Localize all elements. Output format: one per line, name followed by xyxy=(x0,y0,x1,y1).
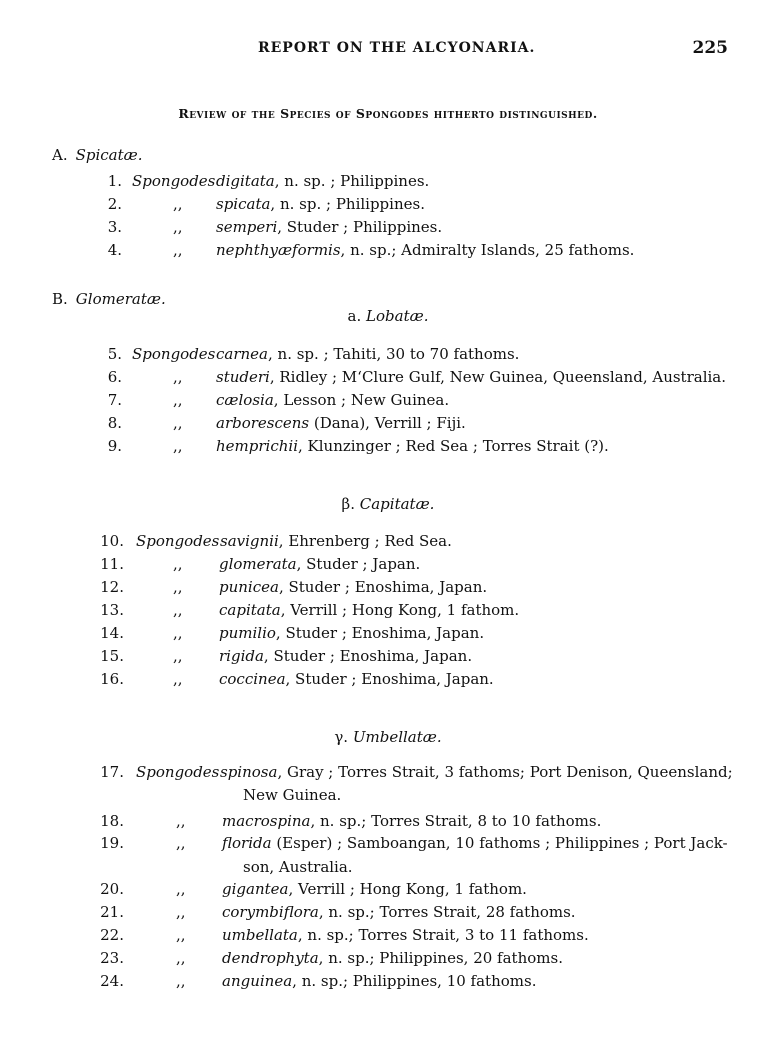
species-details: , Verrill ; Hong Kong, 1 fathom. xyxy=(280,601,520,619)
species-row xyxy=(0,172,776,194)
species-number: 12. xyxy=(100,578,124,596)
species-row xyxy=(0,903,776,925)
species-details-continuation: son, Australia. xyxy=(243,858,353,876)
species-row xyxy=(0,763,776,785)
species-epithet: florida xyxy=(222,834,272,852)
species-details: , Verrill ; Hong Kong, 1 fathom. xyxy=(288,880,527,898)
species-number: 23. xyxy=(100,949,124,967)
species-number: 19. xyxy=(100,834,124,852)
subgroup-greek: β. xyxy=(341,495,355,513)
species-epithet: dendrophyta xyxy=(222,949,319,967)
species-epithet: savignii xyxy=(220,532,279,550)
ditto-mark: ,, xyxy=(173,624,183,642)
species-entry xyxy=(219,601,519,619)
species-details: (Dana), Verrill ; Fiji. xyxy=(309,414,466,432)
ditto-mark: ,, xyxy=(173,647,183,665)
species-details-continuation: New Guinea. xyxy=(243,786,342,804)
species-entry xyxy=(216,391,449,409)
species-details: , n. sp. ; Philippines. xyxy=(270,195,425,213)
species-row xyxy=(0,218,776,240)
ditto-mark: ,, xyxy=(176,834,186,852)
species-row xyxy=(0,437,776,459)
species-row xyxy=(0,195,776,217)
species-entry xyxy=(216,241,634,259)
species-epithet: macrospina xyxy=(222,812,311,830)
species-row xyxy=(0,949,776,971)
species-number: 8. xyxy=(107,414,122,432)
ditto-mark: ,, xyxy=(173,555,183,573)
species-entry xyxy=(216,172,429,190)
species-row xyxy=(0,601,776,623)
species-details: , n. sp. ; Philippines. xyxy=(274,172,430,190)
species-row xyxy=(0,578,776,600)
species-epithet: gigantea xyxy=(222,880,289,898)
ditto-mark: ,, xyxy=(173,368,183,386)
ditto-mark: ,, xyxy=(173,601,183,619)
group-name: Glomeratæ. xyxy=(75,290,166,308)
ditto-mark: ,, xyxy=(173,241,183,259)
ditto-mark: ,, xyxy=(176,812,186,830)
species-details: , n. sp.; Philippines, 10 fathoms. xyxy=(292,972,537,990)
species-number: 21. xyxy=(100,903,124,921)
species-entry xyxy=(219,647,472,665)
ditto-mark: ,, xyxy=(173,391,183,409)
species-details: , n. sp.; Torres Strait, 8 to 10 fathoms. xyxy=(310,812,602,830)
species-number: 24. xyxy=(100,972,124,990)
species-epithet: pumilio xyxy=(219,624,276,642)
species-details: , Studer ; Japan. xyxy=(296,555,421,573)
species-number: 17. xyxy=(100,763,124,781)
ditto-mark: ,, xyxy=(176,972,186,990)
species-epithet: spinosa xyxy=(220,763,278,781)
species-row xyxy=(0,391,776,413)
group-heading-glomeratae xyxy=(52,290,166,308)
species-row xyxy=(0,647,776,669)
species-number: 20. xyxy=(100,880,124,898)
species-row xyxy=(0,972,776,994)
species-epithet: semperi xyxy=(216,218,278,236)
ditto-mark: ,, xyxy=(176,880,186,898)
species-details: , Studer ; Philippines. xyxy=(277,218,443,236)
species-number: 14. xyxy=(100,624,124,642)
subgroup-name: Umbellatæ. xyxy=(352,728,442,746)
species-epithet: anguinea xyxy=(222,972,293,990)
species-number: 6. xyxy=(107,368,122,386)
species-number: 16. xyxy=(100,670,124,688)
ditto-mark: ,, xyxy=(173,670,183,688)
ditto-mark: ,, xyxy=(173,218,183,236)
subgroup-greek: γ. xyxy=(334,728,349,746)
species-epithet: digitata xyxy=(216,172,275,190)
species-details: , Lesson ; New Guinea. xyxy=(273,391,450,409)
subgroup-name: Capitatæ. xyxy=(359,495,435,513)
species-details: , n. sp. ; Tahiti, 30 to 70 fathoms. xyxy=(268,345,520,363)
species-entry xyxy=(222,903,576,921)
species-details: , n. sp.; Torres Strait, 3 to 11 fathoms. xyxy=(297,926,589,944)
species-number: 18. xyxy=(100,812,124,830)
species-epithet: cælosia xyxy=(216,391,274,409)
species-details: , n. sp.; Admiralty Islands, 25 fathoms. xyxy=(340,241,635,259)
genus-name: Spongodes xyxy=(132,345,216,363)
subgroup-heading-capitatae xyxy=(0,495,776,513)
species-epithet: spicata xyxy=(216,195,271,213)
species-row xyxy=(0,414,776,436)
species-details: , Studer ; Enoshima, Japan. xyxy=(285,670,494,688)
subgroup-greek: a. xyxy=(347,307,362,325)
species-entry xyxy=(222,812,601,830)
species-entry xyxy=(216,195,425,213)
species-row xyxy=(0,880,776,902)
species-number: 22. xyxy=(100,926,124,944)
species-number: 5. xyxy=(107,345,122,363)
species-details: , Ridley ; M‘Clure Gulf, New Guinea, Queensland, Australia. xyxy=(269,368,726,386)
section-title: Review of the Species of Spongodes hitherto distinguished. xyxy=(178,106,598,121)
species-epithet: nephthyæformis xyxy=(216,241,341,259)
subgroup-heading-umbellatae xyxy=(0,728,776,746)
ditto-mark: ,, xyxy=(176,949,186,967)
species-entry xyxy=(222,834,728,852)
species-details: (Esper) ; Samboangan, 10 fathoms ; Philippines ; Port Jack- xyxy=(271,834,728,852)
ditto-mark: ,, xyxy=(176,926,186,944)
species-epithet: studeri xyxy=(216,368,270,386)
species-row xyxy=(0,812,776,834)
species-entry xyxy=(219,670,494,688)
species-entry xyxy=(222,926,589,944)
species-number: 13. xyxy=(100,601,124,619)
species-details: , Studer ; Enoshima, Japan. xyxy=(278,578,488,596)
species-entry xyxy=(222,880,527,898)
species-epithet: puniceа xyxy=(219,578,279,596)
species-epithet: rigida xyxy=(219,647,264,665)
species-number: 7. xyxy=(107,391,122,409)
ditto-mark: ,, xyxy=(173,195,183,213)
running-title: REPORT ON THE ALCYONARIA. xyxy=(258,40,536,56)
species-entry xyxy=(220,763,733,781)
species-details: , Studer ; Enoshima, Japan. xyxy=(263,647,473,665)
species-row xyxy=(0,368,776,390)
ditto-mark: ,, xyxy=(173,437,183,455)
ditto-mark: ,, xyxy=(173,414,183,432)
species-details: , n. sp.; Philippines, 20 fathoms. xyxy=(318,949,563,967)
species-entry xyxy=(216,414,466,432)
species-row xyxy=(0,555,776,577)
species-row xyxy=(0,834,776,856)
species-entry xyxy=(222,972,536,990)
group-heading-spicatae xyxy=(52,146,143,164)
species-details: , Klunzinger ; Red Sea ; Torres Strait (?). xyxy=(298,437,609,455)
group-name: Spicatæ. xyxy=(75,146,143,164)
species-number: 4. xyxy=(107,241,122,259)
species-number: 15. xyxy=(100,647,124,665)
species-epithet: corymbiflora xyxy=(222,903,319,921)
species-entry xyxy=(216,345,519,363)
species-epithet: glomerata xyxy=(219,555,297,573)
subgroup-heading-lobatae xyxy=(0,307,776,325)
species-epithet: arborescens xyxy=(216,414,310,432)
species-entry xyxy=(222,949,563,967)
ditto-mark: ,, xyxy=(173,578,183,596)
species-number: 1. xyxy=(107,172,122,190)
species-entry xyxy=(216,437,609,455)
genus-name: Spongodes xyxy=(136,763,220,781)
species-entry xyxy=(216,368,726,386)
species-entry xyxy=(219,578,487,596)
page-number: 225 xyxy=(692,38,728,58)
group-letter: B. xyxy=(52,290,68,308)
species-entry xyxy=(219,555,420,573)
species-row xyxy=(0,532,776,554)
species-epithet: hemprichii xyxy=(216,437,298,455)
species-details: , Gray ; Torres Strait, 3 fathoms; Port Denison, Queensland; xyxy=(277,763,733,781)
species-row xyxy=(0,345,776,367)
species-epithet: capitata xyxy=(219,601,281,619)
species-row xyxy=(0,624,776,646)
page-header xyxy=(0,40,776,64)
species-row xyxy=(0,926,776,948)
species-epithet: umbellata xyxy=(222,926,298,944)
ditto-mark: ,, xyxy=(176,903,186,921)
genus-name: Spongodes xyxy=(132,172,216,190)
species-epithet: carnea xyxy=(216,345,268,363)
species-details: , Ehrenberg ; Red Sea. xyxy=(278,532,452,550)
species-epithet: coccinea xyxy=(219,670,286,688)
genus-name: Spongodes xyxy=(136,532,220,550)
species-details: , n. sp.; Torres Strait, 28 fathoms. xyxy=(318,903,576,921)
species-entry xyxy=(219,624,484,642)
species-number: 9. xyxy=(107,437,122,455)
group-letter: A. xyxy=(52,146,68,164)
species-number: 10. xyxy=(100,532,124,550)
subgroup-name: Lobatæ. xyxy=(366,307,429,325)
species-details: , Studer ; Enoshima, Japan. xyxy=(275,624,485,642)
species-entry xyxy=(220,532,452,550)
species-entry xyxy=(216,218,442,236)
species-number: 11. xyxy=(100,555,124,573)
species-row xyxy=(0,670,776,692)
species-number: 3. xyxy=(107,218,122,236)
species-row xyxy=(0,241,776,263)
species-number: 2. xyxy=(107,195,122,213)
